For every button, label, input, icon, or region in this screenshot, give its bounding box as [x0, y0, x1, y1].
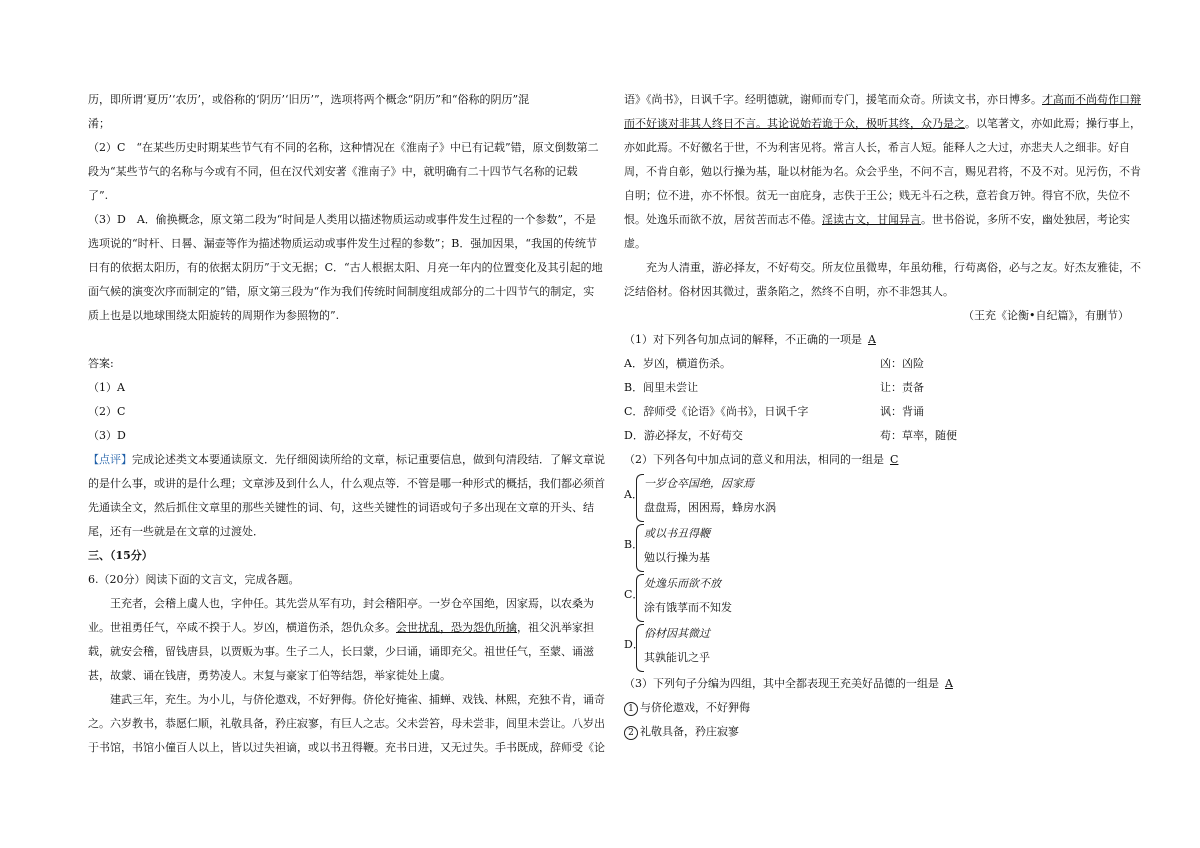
passage-line: 恨。处逸乐而欲不放，居贫苦而志不倦。淫读古文，甘闻异言。世书俗说，多所不安，幽处独居，考论实	[624, 213, 1130, 226]
answer-title: 答案:	[88, 357, 114, 370]
underlined-phrase: 才高而不尚苟作口辩	[1042, 93, 1141, 106]
passage-line: 而不好谈对非其人终日不言。其论说始若诡于众，极听其终，众乃是之。以笔著文，亦如此焉；操行事上，	[624, 117, 1141, 130]
text-line: 淆；	[88, 117, 110, 130]
question-1: （1）对下列各句加点词的解释，不正确的一项是 A	[624, 328, 1129, 352]
text-line: 质上也是以地球围绕太阳旋转的周期作为参照物的”.	[88, 309, 340, 322]
option-row: C．辞师受《论语》《尚书》，日讽千字 讽：背诵	[624, 405, 924, 418]
underlined-phrase: 淫读古文，甘闻异言	[822, 213, 921, 226]
source-citation: （王充《论衡•自纪篇》，有删节）	[963, 309, 1129, 322]
answer-item: （1）A	[88, 381, 125, 394]
answer-blank: C	[890, 453, 899, 466]
text-line: （3）D A．偷换概念，原文第二段为“时间是人类用以描述物质运动或事件发生过程的一个参数”，不是	[88, 213, 597, 226]
text-line: 日有的依据太阳历，有的依据太阴历”于文无据；C．“古人根据太阳、月亮一年内的位置变化及其引起的地	[88, 261, 603, 274]
answer-item: （2）C	[88, 405, 126, 418]
passage-line: 建武三年，充生。为小儿，与侪伦遨戏，不好狎侮。侪伦好掩雀、捕蝉、戏钱、林熙，充独不肯，诵奇	[110, 693, 605, 706]
underlined-phrase: 而不好谈对非其人终日不言。	[624, 117, 767, 130]
left-column	[88, 88, 605, 760]
comment-line: 先通读全文，然后抓住文章里的那些关键性的词、句，这些关键性的词语或句子多出现在文章的开头、结	[88, 501, 594, 514]
passage-line: 王充者，会稽上虞人也，字仲任。其先尝从军有功，封会稽阳亭。一岁仓卒国绝，因家焉，以农桑为	[110, 597, 594, 610]
text-line: （2）C “在某些历史时期某些节气有不同的名称，这种情况在《淮南子》中已有记载”错，原文倒数第二	[88, 141, 599, 154]
question-6: 6.（20分）阅读下面的文言文，完成各题。	[88, 573, 300, 586]
text-line: 了”.	[88, 189, 109, 202]
text-line: 选项说的“时杆、日晷、漏壶等作为描述物质运动或事件发生过程的参数”；B．强加因果，“我国的传统节	[88, 237, 597, 250]
answer-blank: A	[868, 333, 876, 346]
text-line: 段为“某些节气的名称与今或有不同，但在汉代刘安著《淮南子》中，就明确有二十四节气名称的记载	[88, 165, 578, 178]
passage-line: 虚。	[624, 237, 646, 250]
option-row: B．闾里未尝让 让：责备	[624, 381, 924, 394]
passage-line: 充为人清重，游必择友，不好苟交。所友位虽微卑，年虽幼稚，行苟离俗，必与之友。好杰友雅徒，不	[646, 261, 1141, 274]
brace-icon	[636, 574, 644, 622]
passage-line: 周，不肯自彰，勉以行操为基，耻以材能为名。众会乎坐，不问不言，赐见君将，不及不对。见污伤，不肯	[624, 165, 1141, 178]
numbered-item: 2 礼敬具备，矜庄寂寥	[624, 720, 1129, 744]
brace-icon	[636, 524, 644, 572]
brace-option: D． 俗材因其微过 其孰能讥之乎	[624, 624, 1129, 672]
comment-text: 完成论述类文本要通读原文．先仔细阅读所给的文章，标记重要信息，做到句清段结．了解文章说	[132, 453, 605, 466]
answer-blank: A	[945, 677, 953, 690]
brace-option: C． 处逸乐而欲不放 涂有饿莩而不知发	[624, 574, 1129, 622]
passage-line: 之。六岁教书，恭愿仁顺，礼敬具备，矜庄寂寥，有巨人之志。父未尝笞，母未尝非，闾里未尝让。八岁出	[88, 717, 605, 730]
passage-line: 甚，故蒙、诵在钱唐，勇势凌人。末复与豪家丁伯等结怨，举家徙处上虞。	[88, 669, 451, 682]
question-3: （3）下列句子分编为四组，其中全都表现王充美好品德的一组是 A	[624, 672, 1129, 696]
passage-line: 亦如此焉。不好徼名于世，不为利害见将。常言人长，希言人短。能释人之大过，亦悲夫人之细非。好自	[624, 141, 1130, 154]
brace-option: B． 或以书丑得鞭 勉以行操为基	[624, 524, 1129, 572]
circled-number: 1	[624, 702, 638, 716]
comment-tag: 【点评】	[88, 453, 132, 466]
passage-line: 于书馆，书馆小僮百人以上，皆以过失袒谪，或以书丑得鞭。充书日进，又无过失。手书既成，辞师受《论	[88, 741, 605, 754]
brace-option: A． 一岁仓卒国绝，因家焉 盘盘焉，困困焉，蜂房水涡	[624, 474, 1129, 522]
right-column	[624, 88, 1141, 744]
comment-line: 的是什么事，或讲的是什么理；文章涉及到什么人，什么观点等．不管是哪一种形式的概括，我们都必须首	[88, 477, 605, 490]
question-2: （2）下列各句中加点词的意义和用法，相同的一组是 C	[624, 448, 1129, 472]
underlined-phrase: 会世扰乱，恐为怨仇所擒	[396, 621, 517, 634]
passage-line: 语》《尚书》，日讽千字。经明德就，谢师而专门，援笔而众奇。所读文书，亦日博多。才高而不尚苟作口辩	[624, 93, 1141, 106]
passage-line: 自明；位不进，亦不怀恨。贫无一亩庇身，志佚于王公；贱无斗石之秩，意若食万钟。得官不欣，失位不	[624, 189, 1130, 202]
numbered-item: 1 与侪伦遨戏，不好狎侮	[624, 696, 1129, 720]
comment-line: 尾，还有一些就是在文章的过渡处．	[88, 525, 264, 538]
text-line: 面气候的演变次序而制定的”错，原文第三段为“作为我们传统时间制度组成部分的二十四节气的制定，实	[88, 285, 595, 298]
section-heading: 三、（15分）	[88, 549, 153, 562]
comment-line	[88, 448, 605, 472]
passage-line: 载，就安会稽，留钱唐县，以贾贩为事。生子二人，长曰蒙，少曰诵，诵即充父。祖世任气，至蒙、诵滋	[88, 645, 594, 658]
option-row: A．岁凶，横道伤杀。 凶：凶险	[624, 357, 924, 370]
spacer	[88, 328, 591, 352]
text-line: 历，即所谓‘夏历’‘农历’，或俗称的‘阴历’‘旧历’”，选项将两个概念“阴历”和“俗称的阴历”混	[88, 93, 530, 106]
brace-icon	[636, 474, 644, 522]
option-row: D．游必择友，不好苟交 苟：草率，随便	[624, 429, 957, 442]
underlined-phrase: 其论说始若诡于众，极听其终，众乃是之	[767, 117, 965, 130]
passage-line: 业。世祖勇任气，卒咸不揆于人。岁凶，横道伤杀，怨仇众多。会世扰乱，恐为怨仇所擒，祖父汎举家担	[88, 621, 594, 634]
passage-line: 泛结俗材。俗材因其微过，蜚条陷之，然终不自明，亦不非怨其人。	[624, 285, 954, 298]
answer-item: （3）D	[88, 429, 126, 442]
brace-icon	[636, 624, 644, 672]
circled-number: 2	[624, 726, 638, 740]
